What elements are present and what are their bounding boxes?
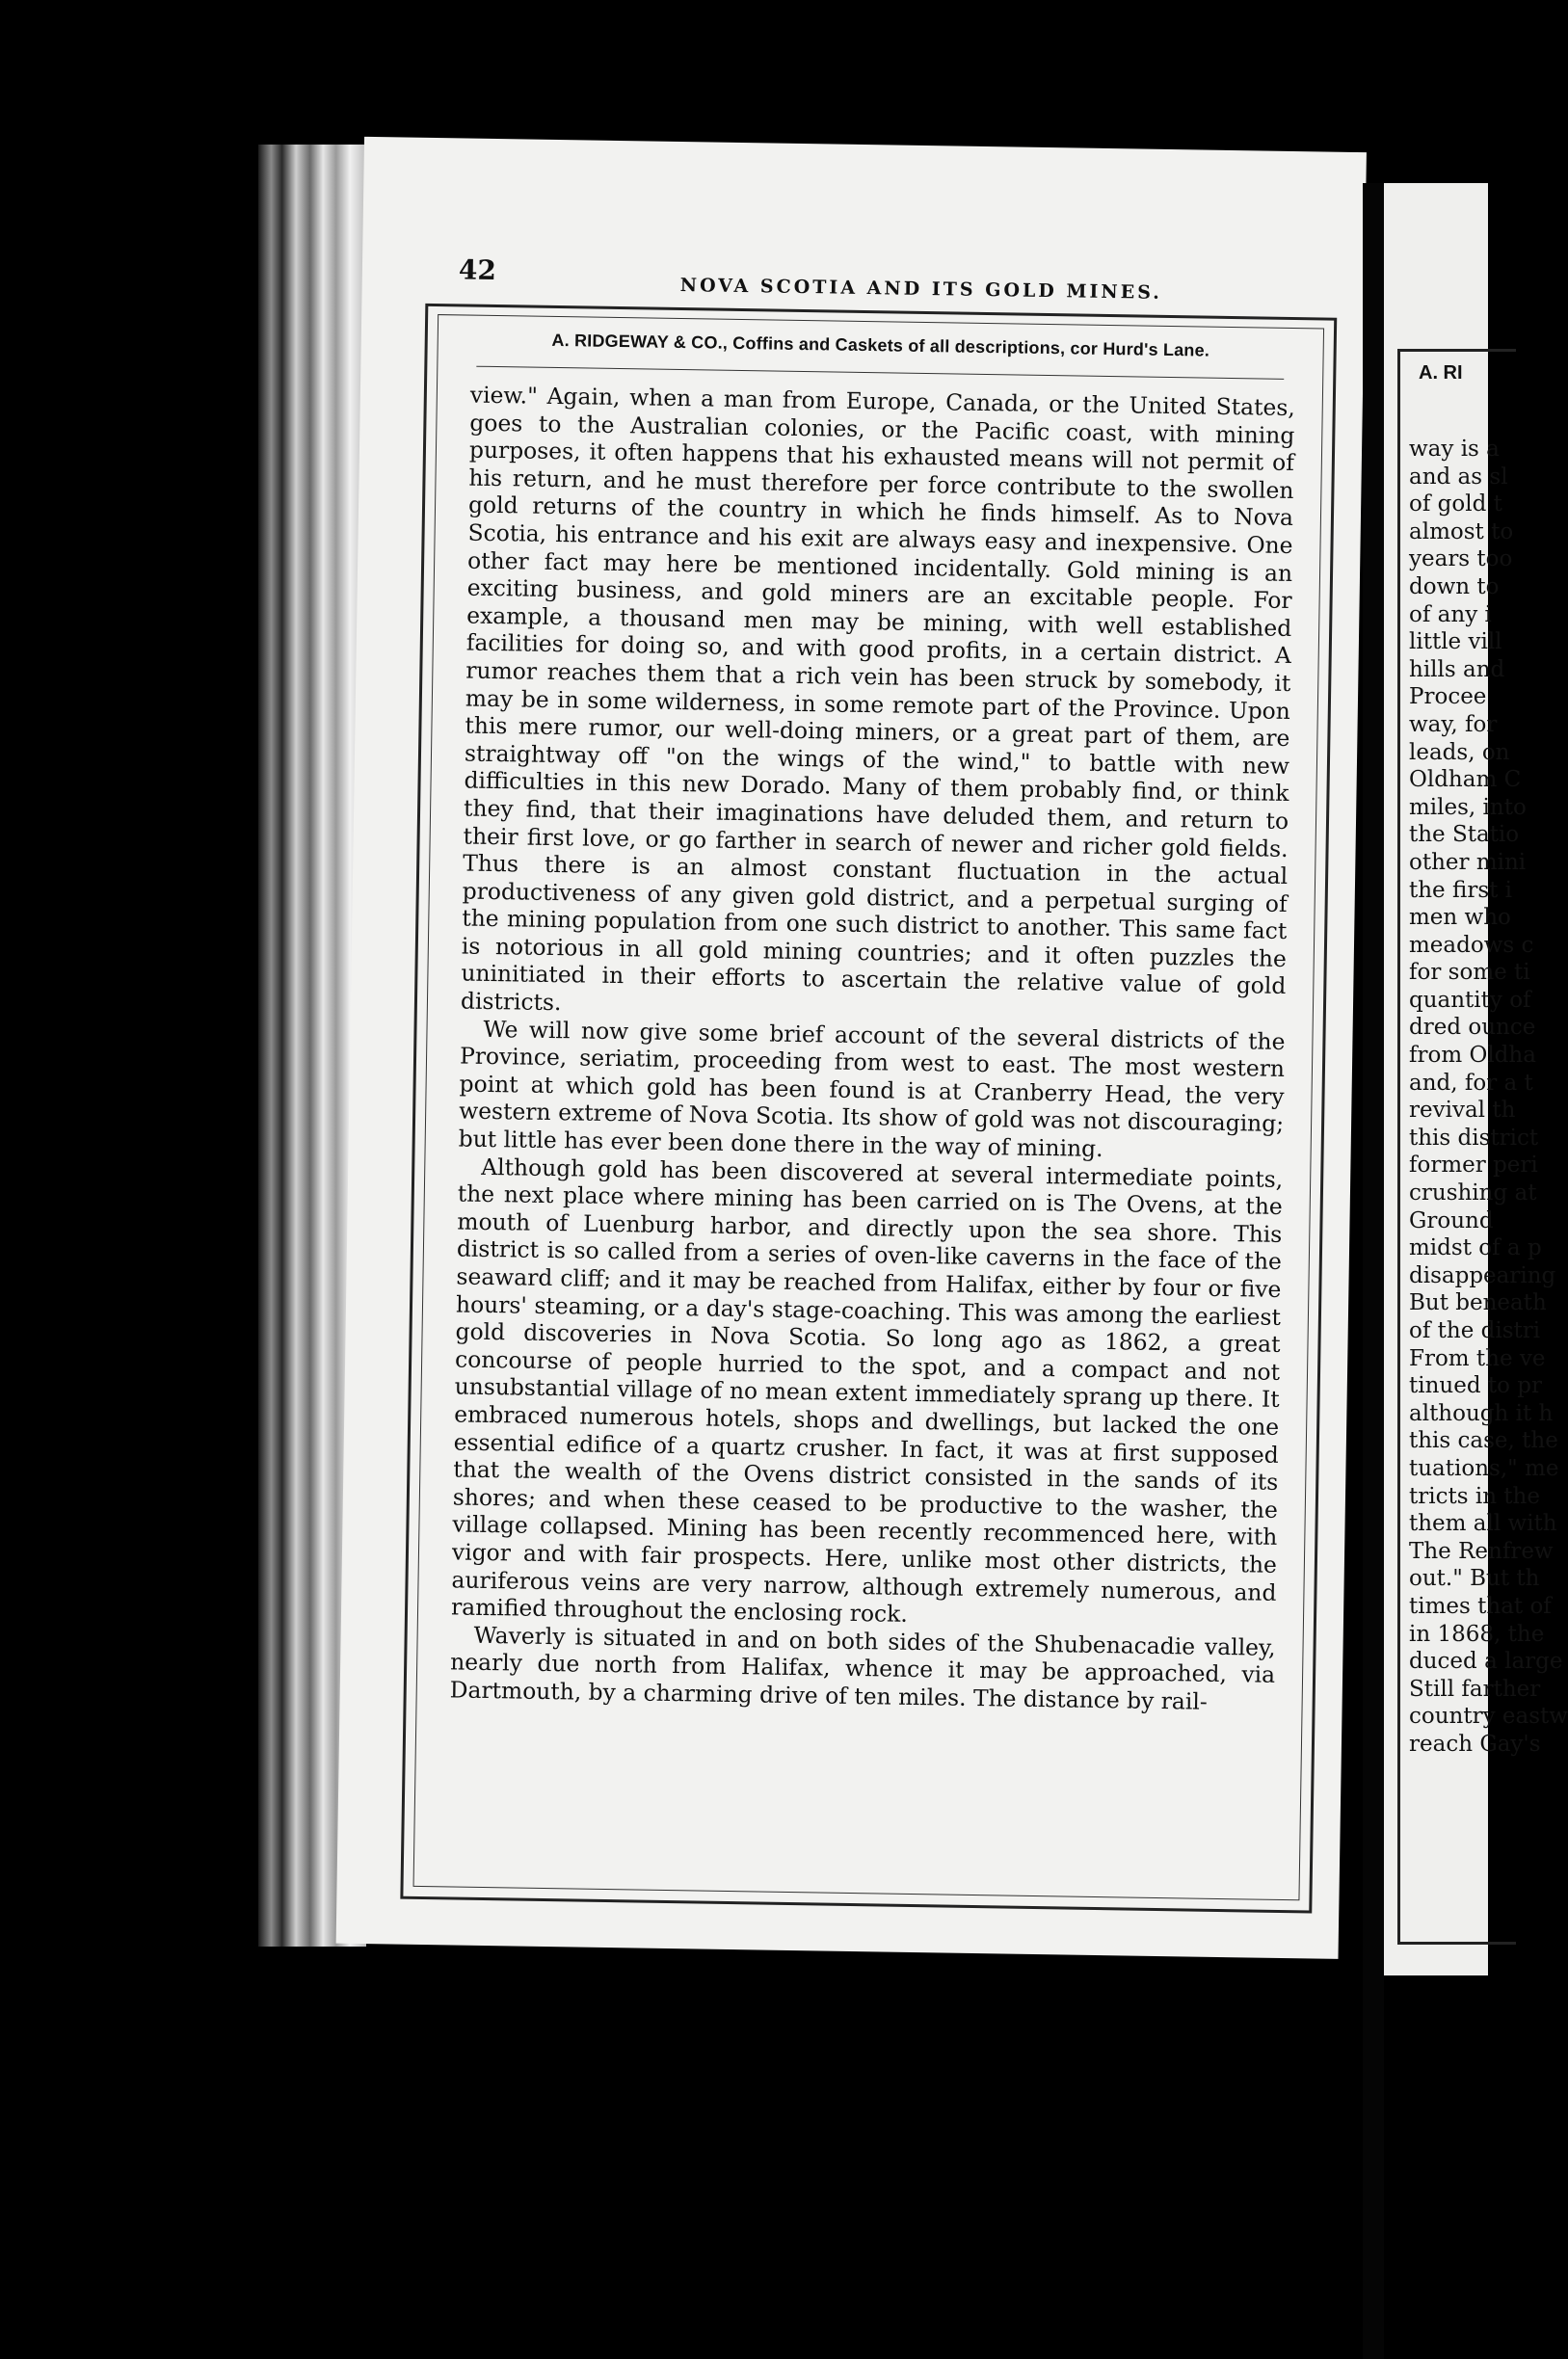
left-page [336,137,1367,1959]
right-page-line: country eastw [1409,1704,1568,1730]
right-page-advertisement: A. RI [1419,362,1463,384]
right-page [1384,183,1568,1975]
body-text [450,382,1295,1717]
right-page-line: tinued to pr [1409,1373,1542,1399]
right-page-line: of any i [1409,601,1492,627]
right-page-line: the Statio [1409,822,1520,848]
right-page-line: other mini [1409,849,1527,875]
right-page-line: this district [1409,1125,1539,1151]
right-page-line: this case, the [1409,1428,1558,1454]
right-page-line: and, for a t [1409,1070,1533,1096]
paragraph: We will now give some brief account of the several districts of the Province, seriatim, proceeding from west to east. The most western point at which gold has been found is at Cranberry Head, the very western extreme of Nova Scotia. Its show of gold was not discouraging; but little has ever been done there in the way of mining. [458,1015,1286,1163]
right-page-line: out." But th [1409,1566,1540,1592]
banner-rule [476,366,1284,380]
right-page-line: crushing at [1409,1180,1537,1206]
right-page-line: of gold t [1409,491,1502,517]
advertisement-banner: A. RIDGEWAY & CO., Coffins and Caskets of all descriptions, cor Hurd's Lane. [551,330,1210,360]
right-page-line: down to [1409,573,1500,599]
right-page-line: hills and [1409,656,1505,682]
right-page-line: From the ve [1409,1345,1546,1371]
right-page-line: miles, into [1409,794,1527,820]
right-page-line: former peri [1409,1153,1538,1179]
right-page-line: years too [1409,546,1513,572]
right-page-line: But beneath [1409,1290,1547,1316]
right-page-line: although it h [1409,1400,1554,1426]
right-page-line: dred ounce [1409,1015,1536,1041]
right-page-line: times that of [1409,1593,1552,1619]
right-page-line: quantity of [1409,987,1531,1013]
right-page-line: for some ti [1409,960,1530,986]
right-page-line: meadows c [1409,932,1534,958]
right-page-line: from Oldha [1409,1043,1536,1069]
right-page-line: little vill [1409,629,1502,655]
right-page-line: tricts in the [1409,1483,1540,1509]
right-page-line: way, for [1409,711,1498,737]
right-page-line: revival th [1409,1098,1516,1124]
right-page-line: and as sl [1409,464,1508,490]
right-page-line: reach Gay's [1409,1731,1541,1757]
running-head: NOVA SCOTIA AND ITS GOLD MINES. [679,274,1162,304]
ad-border-frame [400,304,1337,1914]
right-page-line: men who [1409,905,1511,931]
right-page-line: in 1868, the [1409,1621,1545,1647]
right-page-text [1409,436,1568,1759]
book-gutter [1363,183,1384,2359]
paragraph: view." Again, when a man from Europe, Canada, or the United States, goes to the Australian colonies, or the Pacific coast, with mining purposes, it often happens that his exhausted means will not permit of his return, and he must therefore per force contribute to the swollen gold returns of the country in which he finds himself. As to Nova Scotia, his entrance and his exit are always easy and inexpensive. One other fact may here be mentioned incidentally. Gold mining is an exciting business, and gold miners are an excitable people. For example, a thousand men may be mining, with well established facilities for doing so, and with good profits, in a certain district. A rumor reaches them that a rich vein has been struck by somebody, it may be in some wilderness, in some remote part of the Province. Upon this mere rumor, our well-doing miners, or a great part of them, are straightway off "on the wings of the wind," to battle with new difficulties in this new Dorado. Many of them probably find, or think they find, that their imaginations have deluded them, and return to their first love, or go farther in search of newer and richer gold fields. Thus there is an almost constant fluctuation in the actual productiveness of any given gold district, and a perpetual surging of the mining population from one such district to another. This same fact is notorious in all gold mining countries; and it often puzzles the uninitiated in their efforts to ascertain the relative value of gold districts. [460,381,1295,1017]
right-page-line: Oldham C [1409,767,1522,793]
paragraph: Although gold has been discovered at several intermediate points, the next place where mining has been carried on is The Ovens, at the mouth of Luenburg harbor, and directly upon the sea shore. This district is so called from a series of oven-like caverns in the face of the seaward cliff; and it may be reached from Halifax, either by four or five hours' steaming, or a day's stage-coaching. This was among the earliest gold discoveries in Nova Scotia. So long ago as 1862, a great concourse of people hurried to the spot, and a compact and not unsubstantial village of no mean extent immediately sprang up there. It embraced numerous hotels, shops and dwellings, but lacked the one essential edifice of a quartz crusher. In fact, it was at first supposed that the wealth of the Ovens district consisted in the sands of its shores; and when these ceased to be productive to the washer, the village collapsed. Mining has been recently recommenced here, with vigor and with fair prospects. Here, unlike most other districts, the auriferous veins are very narrow, although extremely numerous, and ramified throughout the enclosing rock. [450,1153,1284,1628]
right-page-line: tuations," me [1409,1455,1559,1481]
right-page-line: almost to [1409,518,1514,544]
right-page-line: disappearing [1409,1262,1556,1288]
paragraph: Waverly is situated in and on both sides of the Shubenacadie valley, nearly due north from Halifax, whence it may be approached, via Dartmouth, by a charming drive of ten miles. The distance by rail- [449,1621,1276,1715]
right-page-line: midst of a p [1409,1235,1542,1261]
right-page-line: duced a large [1409,1649,1563,1675]
page-number: 42 [458,253,497,286]
right-page-line: way is a [1409,437,1500,462]
right-page-line: leads, on [1409,739,1510,765]
right-page-line: Ground [1409,1207,1494,1233]
right-page-line: Procee [1409,684,1487,710]
inner-border [413,314,1325,1900]
right-page-line: Still farther [1409,1676,1541,1702]
right-page-line: them all with [1409,1511,1557,1537]
right-page-line: The Renfrew [1409,1538,1554,1564]
right-page-line: the first i [1409,877,1513,903]
right-page-line: of the distri [1409,1318,1541,1343]
